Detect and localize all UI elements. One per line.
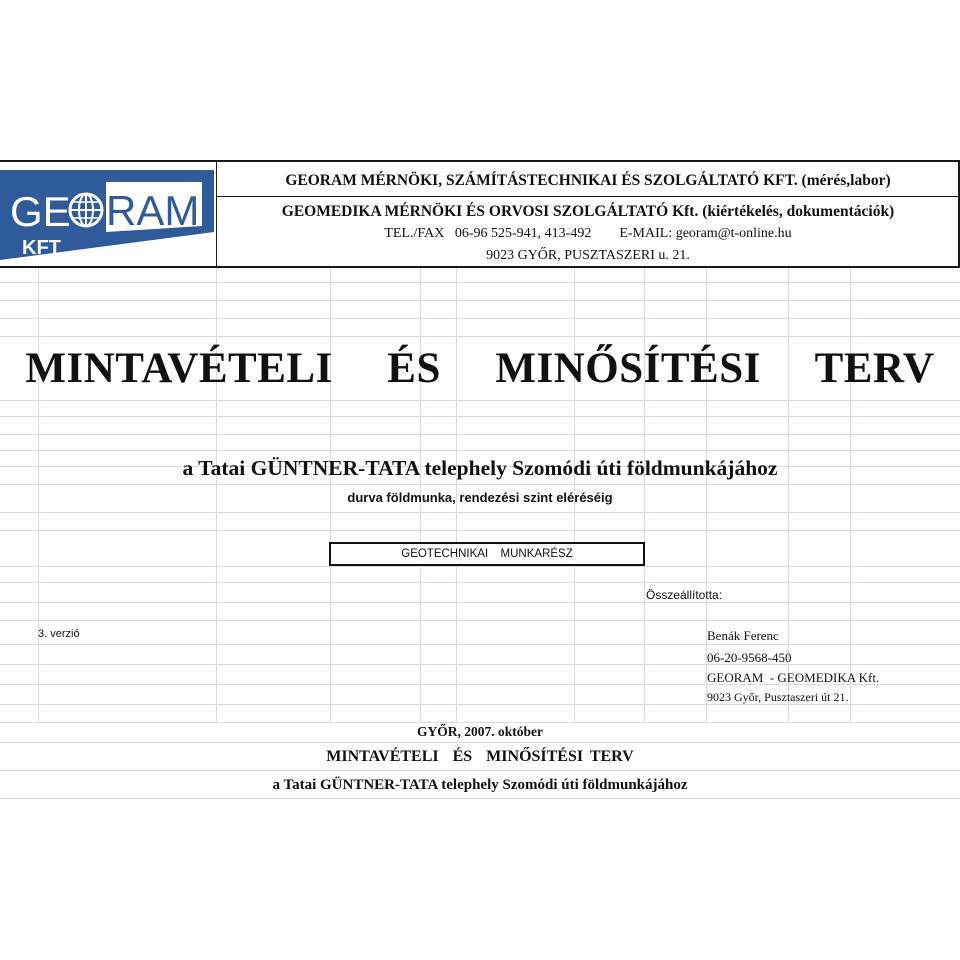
document-title: MINTAVÉTELI ÉS MINŐSÍTÉSI TERV: [25, 345, 935, 392]
grid-row-line: [0, 416, 960, 417]
grid-row-line: [0, 582, 960, 583]
section-box: GEOTECHNIKAI MUNKARÉSZ: [329, 542, 645, 566]
author-company: GEORAM - GEOMEDIKA Kft.: [707, 670, 880, 685]
grid-row-line: [0, 300, 960, 301]
grid-row-line: [0, 318, 960, 319]
grid-row-line: [0, 664, 960, 665]
grid-row-line: [0, 400, 960, 401]
grid-row-line: [0, 530, 960, 531]
grid-row-line: [0, 742, 960, 743]
grid-row-line: [0, 644, 960, 645]
grid-row-line: [0, 770, 960, 771]
footer-title: MINTAVÉTELI ÉS MINŐSÍTÉSI TERV: [326, 748, 634, 765]
header-contact-line: TEL./FAX 06-96 525-941, 413-492 E-MAIL: georam@t-online.hu: [384, 226, 792, 241]
footer-place-date: GYŐR, 2007. október: [417, 724, 543, 739]
footer-subtitle: a Tatai GÜNTNER-TATA telephely Szomódi úti földmunkájához: [272, 777, 688, 793]
grid-row-line: [0, 282, 960, 283]
document-scope: durva földmunka, rendezési szint eléréséig: [347, 490, 613, 505]
georam-logo-icon: [0, 170, 214, 260]
logo-text-ram: RAM: [106, 187, 200, 234]
author-address: 9023 Győr, Pusztaszeri út 21.: [707, 690, 849, 704]
header-company-line: GEORAM MÉRNÖKI, SZÁMÍTÁSTECHNIKAI ÉS SZOLGÁLTATÓ KFT. (mérés,labor): [285, 172, 891, 189]
grid-row-line: [0, 434, 960, 435]
grid-row-line: [0, 484, 960, 485]
grid-row-line: [0, 722, 960, 723]
document-subtitle: a Tatai GÜNTNER-TATA telephely Szomódi úti földmunkájához: [182, 456, 778, 480]
logo-text-ge: GE: [10, 188, 71, 235]
grid-row-line: [0, 450, 960, 451]
grid-row-line: [0, 602, 960, 603]
header-partner-line: GEOMEDIKA MÉRNÖKI ÉS ORVOSI SZOLGÁLTATÓ Kft. (kiértékelés, dokumentációk): [281, 203, 895, 220]
grid-row-line: [0, 336, 960, 337]
author-phone: 06-20-9568-450: [707, 650, 792, 665]
header-divider: [217, 196, 958, 197]
author-name: Benák Ferenc: [707, 628, 779, 643]
grid-row-line: [0, 798, 960, 799]
version-label: 3. verzió: [38, 628, 80, 640]
logo-text-kft: KFT: [22, 237, 61, 259]
grid-row-line: [0, 512, 960, 513]
compiled-by-label: Összeállította:: [646, 588, 723, 602]
letterhead: [0, 160, 960, 268]
grid-row-line: [0, 566, 960, 567]
header-address-line: 9023 GYŐR, PUSZTASZERI u. 21.: [486, 248, 690, 263]
grid-row-line: [0, 620, 960, 621]
company-logo: [0, 162, 217, 266]
